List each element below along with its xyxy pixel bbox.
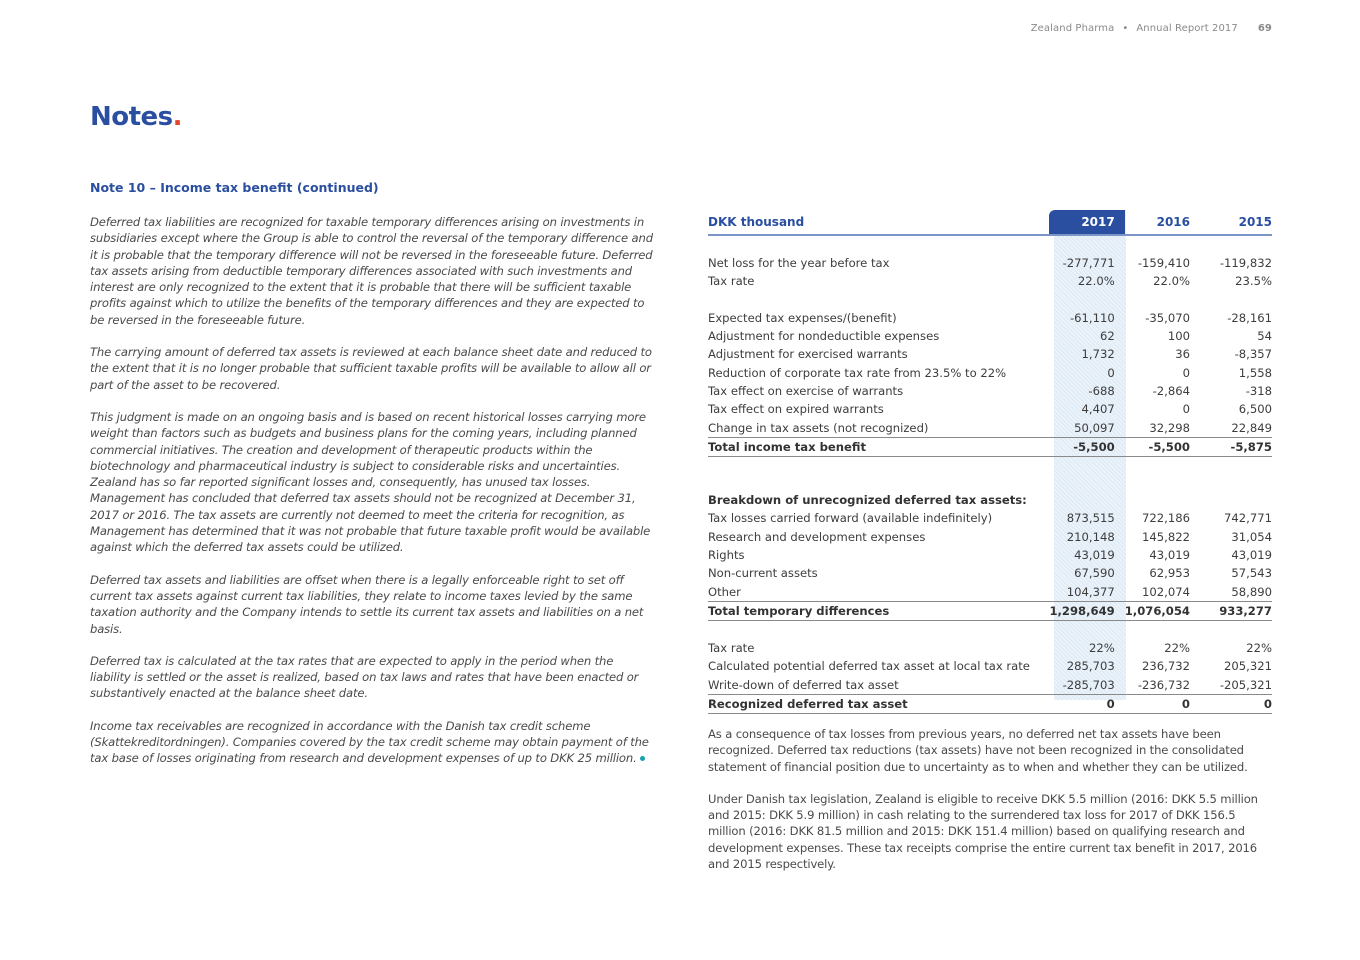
cell-2015: 43,019 xyxy=(1231,548,1272,562)
cell-2015: 31,054 xyxy=(1231,529,1272,544)
row-label: Total income tax benefit xyxy=(708,437,1049,456)
cell-2016: 1,076,054 xyxy=(1125,601,1200,620)
cell-2015: -8,357 xyxy=(1234,347,1272,362)
table-row xyxy=(708,528,1272,546)
row-label: Tax losses carried forward (available indefinitely) xyxy=(708,511,993,526)
row-label: Total temporary differences xyxy=(708,601,1049,620)
page-number: 69 xyxy=(1257,23,1272,34)
subheading-row xyxy=(708,491,1272,509)
spacer xyxy=(708,235,1272,254)
cell-2016: 0 xyxy=(1182,365,1190,380)
spacer xyxy=(708,621,1272,640)
cell-2017: -277,771 xyxy=(1062,256,1115,271)
table-row xyxy=(708,676,1272,695)
note-paragraph: Deferred tax assets and liabilities are offset when there is a legally enforceable right to set off current tax assets against current tax liabilities, they relate to income taxes levied by the same taxation authority and the Company intends to settle its current tax assets and liabilities on a net basis. xyxy=(90,572,644,636)
cell-2017: -688 xyxy=(1088,383,1115,398)
cell-2017: 1,732 xyxy=(1081,347,1115,362)
table-row xyxy=(708,327,1272,345)
row-label: Net loss for the year before tax xyxy=(708,256,890,271)
cell-2017: 22.0% xyxy=(1077,274,1115,289)
cell-2016: 43,019 xyxy=(1149,548,1190,562)
cell-2017: -285,703 xyxy=(1062,677,1115,692)
year-header-2015: 2015 xyxy=(1200,210,1272,235)
section-title-text: Notes xyxy=(90,102,173,132)
table-row xyxy=(708,363,1272,381)
row-label: Tax effect on expired warrants xyxy=(708,402,884,417)
total-row xyxy=(708,437,1272,456)
cell-2015: 54 xyxy=(1257,329,1272,344)
cell-2016: 62,953 xyxy=(1149,566,1190,581)
table-row xyxy=(708,657,1272,675)
company-name: Zealand Pharma xyxy=(1030,23,1115,34)
cell-2015: 22,849 xyxy=(1231,420,1272,435)
cell-2015: 57,543 xyxy=(1231,566,1272,581)
spacer xyxy=(708,291,1272,309)
table-header-row xyxy=(708,210,1272,235)
row-label: Change in tax assets (not recognized) xyxy=(708,420,929,435)
cell-2016: 22% xyxy=(1164,641,1190,656)
row-label: Non-current assets xyxy=(708,566,818,581)
table-commentary xyxy=(708,726,1276,888)
cell-2017: -5,500 xyxy=(1049,437,1124,456)
note-heading: Note 10 – Income tax benefit (continued) xyxy=(90,180,379,195)
cell-2017: 210,148 xyxy=(1066,529,1115,544)
commentary-paragraph: As a consequence of tax losses from previous years, no deferred net tax assets have been recognized. Deferred tax reductions (tax assets) have not been recognized in the consolidated statement of financial position due to uncertainty as to when and whether they can be utilized. xyxy=(708,727,1248,774)
table-row xyxy=(708,582,1272,601)
note-paragraph: Deferred tax is calculated at the tax rates that are expected to apply in the period when the liability is settled or the asset is realized, based on tax laws and rates that have been enacted or substantively enacted at the balance sheet date. xyxy=(90,653,639,701)
cell-2017: 104,377 xyxy=(1066,584,1115,599)
row-label: Adjustment for nondeductible expenses xyxy=(708,329,940,344)
table-row xyxy=(708,400,1272,418)
cell-2016: 722,186 xyxy=(1142,511,1190,526)
note-paragraph: Deferred tax liabilities are recognized for taxable temporary differences arising on investments in subsidiaries except where the Group is able to control the reversal of the temporary difference and it is probable that the temporary difference will not be reversed in the foreseeable future. Deferred tax assets arising from deductible temporary differences associated with such investments and interest are only recognized to the extent that it is probable that there will be sufficient taxable profits against which to utilize the benefits of the temporary differences and they are expected to be reversed in the foreseeable future. xyxy=(90,215,653,327)
cell-2015: 6,500 xyxy=(1238,402,1272,417)
year-header-2016: 2016 xyxy=(1125,210,1200,235)
cell-2015: -28,161 xyxy=(1227,310,1272,325)
table-row xyxy=(708,309,1272,327)
table-row xyxy=(708,382,1272,400)
separator-dot: • xyxy=(1122,23,1129,34)
cell-2016: -236,732 xyxy=(1137,677,1190,692)
cell-2015: 933,277 xyxy=(1200,601,1272,620)
cell-2016: 236,732 xyxy=(1142,659,1190,674)
cell-2017: 22% xyxy=(1088,641,1115,656)
section-title xyxy=(90,102,182,132)
cell-2016: 32,298 xyxy=(1149,420,1190,435)
row-label: Recognized deferred tax asset xyxy=(708,694,1049,713)
unit-label: DKK thousand xyxy=(708,210,1049,235)
cell-2017: 62 xyxy=(1099,329,1115,344)
table-row xyxy=(708,564,1272,582)
report-name: Annual Report 2017 xyxy=(1136,23,1238,34)
spacer xyxy=(708,456,1272,491)
row-label: Tax rate xyxy=(708,274,755,289)
commentary-paragraph: Under Danish tax legislation, Zealand is eligible to receive DKK 5.5 million (2016: DKK 5.5 million and 2015: DKK 5.9 million) in cash relating to the surrendered tax loss for 2017 of DKK 156.5 million (2016: DKK 81.5 million and 2015: DKK 151.4 million) based on qualifying research and development expenses. These tax receipts comprise the entire current tax benefit in 2017, 2016 and 2015 respectively. xyxy=(708,791,1258,872)
row-label: Research and development expenses xyxy=(708,529,926,544)
cell-2015: -5,875 xyxy=(1200,437,1272,456)
cell-2017: 67,590 xyxy=(1074,566,1115,581)
running-header xyxy=(1031,23,1272,34)
cell-2017: 50,097 xyxy=(1074,420,1115,435)
row-label: Tax rate xyxy=(708,641,755,656)
cell-2016: -159,410 xyxy=(1137,256,1190,271)
note-body xyxy=(90,214,655,783)
cell-2017: 873,515 xyxy=(1066,511,1115,526)
row-label: Write-down of deferred tax asset xyxy=(708,677,899,692)
income-tax-table xyxy=(708,210,1272,714)
cell-2017: 285,703 xyxy=(1066,659,1115,674)
cell-2016: -35,070 xyxy=(1145,310,1190,325)
cell-2015: 58,890 xyxy=(1231,584,1272,599)
row-label: Rights xyxy=(708,548,745,562)
note-paragraph: This judgment is made on an ongoing basis and is based on recent historical losses carrying more weight than factors such as budgets and business plans for the coming years, including planned commercial initiatives. The creation and development of therapeutic products within the biotechnology and pharmaceutical industry is subject to considerable risks and uncertainties. Zealand has so far reported significant losses and, consequently, has unused tax losses. Management has concluded that deferred tax assets should not be recognized at December 31, 2017 or 2016. The tax assets are currently not deemed to meet the criteria for recognition, as Management has determined that it was not probable that future taxable profit would be available against which the deferred tax assets could be utilized. xyxy=(90,409,651,555)
cell-2015: 23.5% xyxy=(1235,274,1272,289)
cell-2016: 36 xyxy=(1175,347,1190,362)
tax-table xyxy=(708,210,1272,714)
cell-2017: 0 xyxy=(1107,365,1115,380)
row-label: Reduction of corporate tax rate from 23.5% to 22% xyxy=(708,365,1007,380)
breakdown-heading: Breakdown of unrecognized deferred tax assets: xyxy=(708,493,1027,508)
cell-2017: 43,019 xyxy=(1074,548,1115,562)
note-paragraph: The carrying amount of deferred tax assets is reviewed at each balance sheet date and reduced to the extent that it is no longer probable that sufficient taxable profits will be available to allow all or part of the asset to be recovered. xyxy=(90,345,652,392)
cell-2016: 145,822 xyxy=(1142,529,1190,544)
cell-2015: 0 xyxy=(1200,694,1272,713)
table-row xyxy=(708,639,1272,657)
table-row xyxy=(708,345,1272,363)
table-row xyxy=(708,272,1272,290)
cell-2017: 1,298,649 xyxy=(1049,601,1124,620)
row-label: Adjustment for exercised warrants xyxy=(708,347,908,362)
cell-2015: 205,321 xyxy=(1224,659,1272,674)
note-paragraph-last xyxy=(90,718,655,767)
cell-2015: -318 xyxy=(1245,383,1272,398)
table-row xyxy=(708,546,1272,564)
cell-2016: 100 xyxy=(1167,329,1190,344)
note-paragraph-text: Income tax receivables are recognized in accordance with the Danish tax credit scheme (Skattekreditordningen). Companies covered by the tax credit scheme may obtain payment of the tax base of losses originating from research and development expenses of up to DKK 25 million. xyxy=(90,718,649,766)
cell-2015: 1,558 xyxy=(1238,365,1272,380)
cell-2015: -205,321 xyxy=(1219,677,1272,692)
cell-2017: -61,110 xyxy=(1069,310,1115,325)
cell-2017: 0 xyxy=(1049,694,1124,713)
cell-2016: 0 xyxy=(1125,694,1200,713)
total-row xyxy=(708,694,1272,713)
cell-2016: -2,864 xyxy=(1152,383,1190,398)
row-label: Expected tax expenses/(benefit) xyxy=(708,310,897,325)
cell-2016: 22.0% xyxy=(1153,274,1190,289)
year-header-2017: 2017 xyxy=(1049,210,1124,235)
row-label: Other xyxy=(708,584,741,599)
row-label: Tax effect on exercise of warrants xyxy=(708,383,904,398)
cell-2015: 742,771 xyxy=(1224,511,1272,526)
cell-2016: 0 xyxy=(1182,402,1190,417)
cell-2016: -5,500 xyxy=(1125,437,1200,456)
cell-2015: -119,832 xyxy=(1219,256,1272,271)
row-label: Calculated potential deferred tax asset at local tax rate xyxy=(708,659,1030,674)
end-of-note-icon xyxy=(640,756,645,761)
table-row xyxy=(708,418,1272,437)
table-row xyxy=(708,254,1272,272)
cell-2016: 102,074 xyxy=(1142,584,1190,599)
title-accent-dot: . xyxy=(172,102,183,132)
total-row xyxy=(708,601,1272,620)
table-row xyxy=(708,509,1272,527)
cell-2015: 22% xyxy=(1246,641,1272,656)
cell-2017: 4,407 xyxy=(1081,402,1115,417)
